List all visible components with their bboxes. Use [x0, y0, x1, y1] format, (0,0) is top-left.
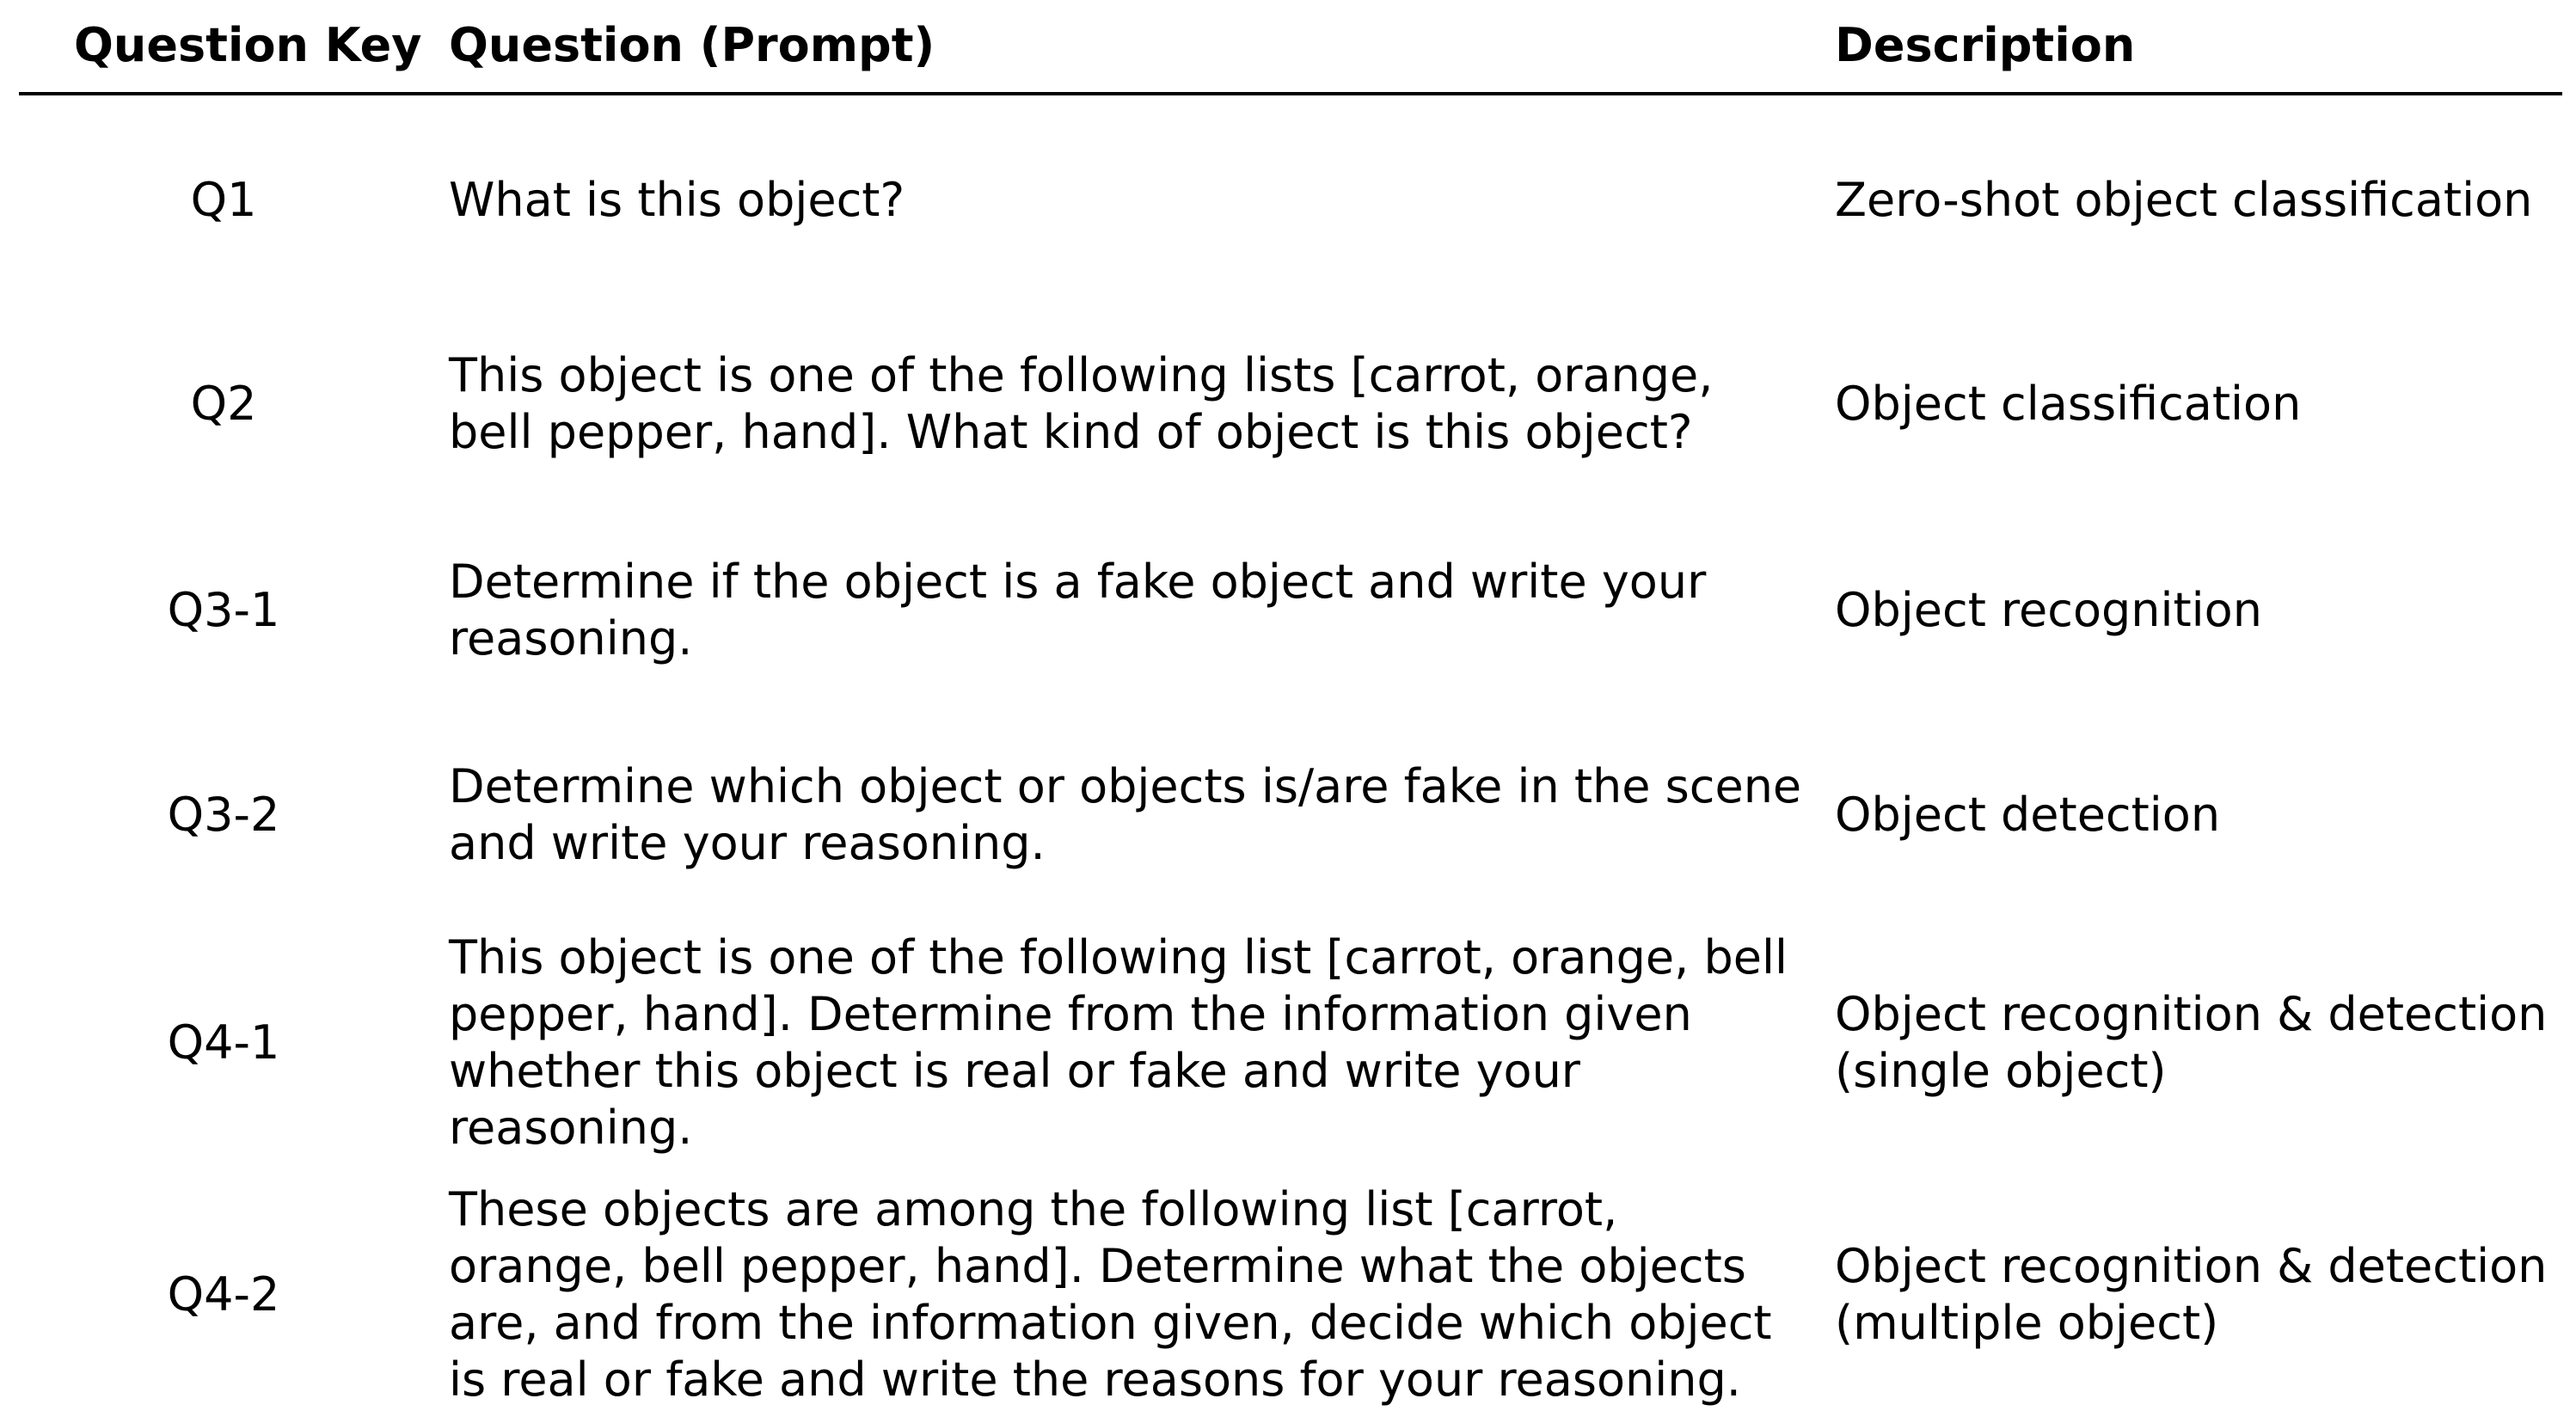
question-key-cell: Q2	[190, 377, 257, 431]
description-cell: Object recognition & detection (multiple object)	[1835, 1239, 2548, 1350]
table-row-q3-2	[0, 755, 2576, 875]
table-row-q4-2	[0, 1178, 2576, 1412]
table-row-q3-1	[0, 550, 2576, 671]
description-cell: Object recognition & detection (single object)	[1835, 986, 2548, 1098]
description-cell: Object classification	[1835, 377, 2302, 431]
header-question-key: Question Key	[74, 18, 422, 72]
table-row-q2	[0, 344, 2576, 464]
header-description: Description	[1835, 18, 2136, 72]
description-cell: Object detection	[1835, 788, 2221, 842]
question-prompt-cell: These objects are among the following list [carrot, orange, bell pepper, hand]. Determine what the objects are, and from the information given, decide which object is real or fake and write the reasons for your reasoning.	[449, 1182, 1772, 1407]
question-key-cell: Q1	[190, 172, 257, 227]
description-cell: Object recognition	[1835, 583, 2262, 637]
question-prompt-cell: This object is one of the following list [carrot, orange, bell pepper, hand]. Determine from the information given whether this object is real or fake and write your reasoning.	[449, 929, 1788, 1155]
question-prompt-cell: This object is one of the following lists [carrot, orange, bell pepper, hand]. What kind of object is this object?	[449, 348, 1714, 459]
question-key-cell: Q4-2	[167, 1267, 280, 1322]
table-row-q4-1	[0, 929, 2576, 1155]
question-prompt-cell: Determine which object or objects is/are fake in the scene and write your reasoning.	[449, 759, 1802, 870]
question-prompt-cell: What is this object?	[449, 172, 905, 227]
question-key-cell: Q3-1	[167, 583, 280, 637]
header-question-prompt: Question (Prompt)	[449, 18, 935, 72]
table-row-q1	[0, 146, 2576, 254]
question-key-cell: Q4-1	[167, 1015, 280, 1070]
question-key-cell: Q3-2	[167, 788, 280, 842]
question-prompt-cell: Determine if the object is a fake object and write your reasoning.	[449, 555, 1707, 665]
description-cell: Zero-shot object classification	[1835, 172, 2533, 227]
header-divider	[19, 92, 2562, 95]
